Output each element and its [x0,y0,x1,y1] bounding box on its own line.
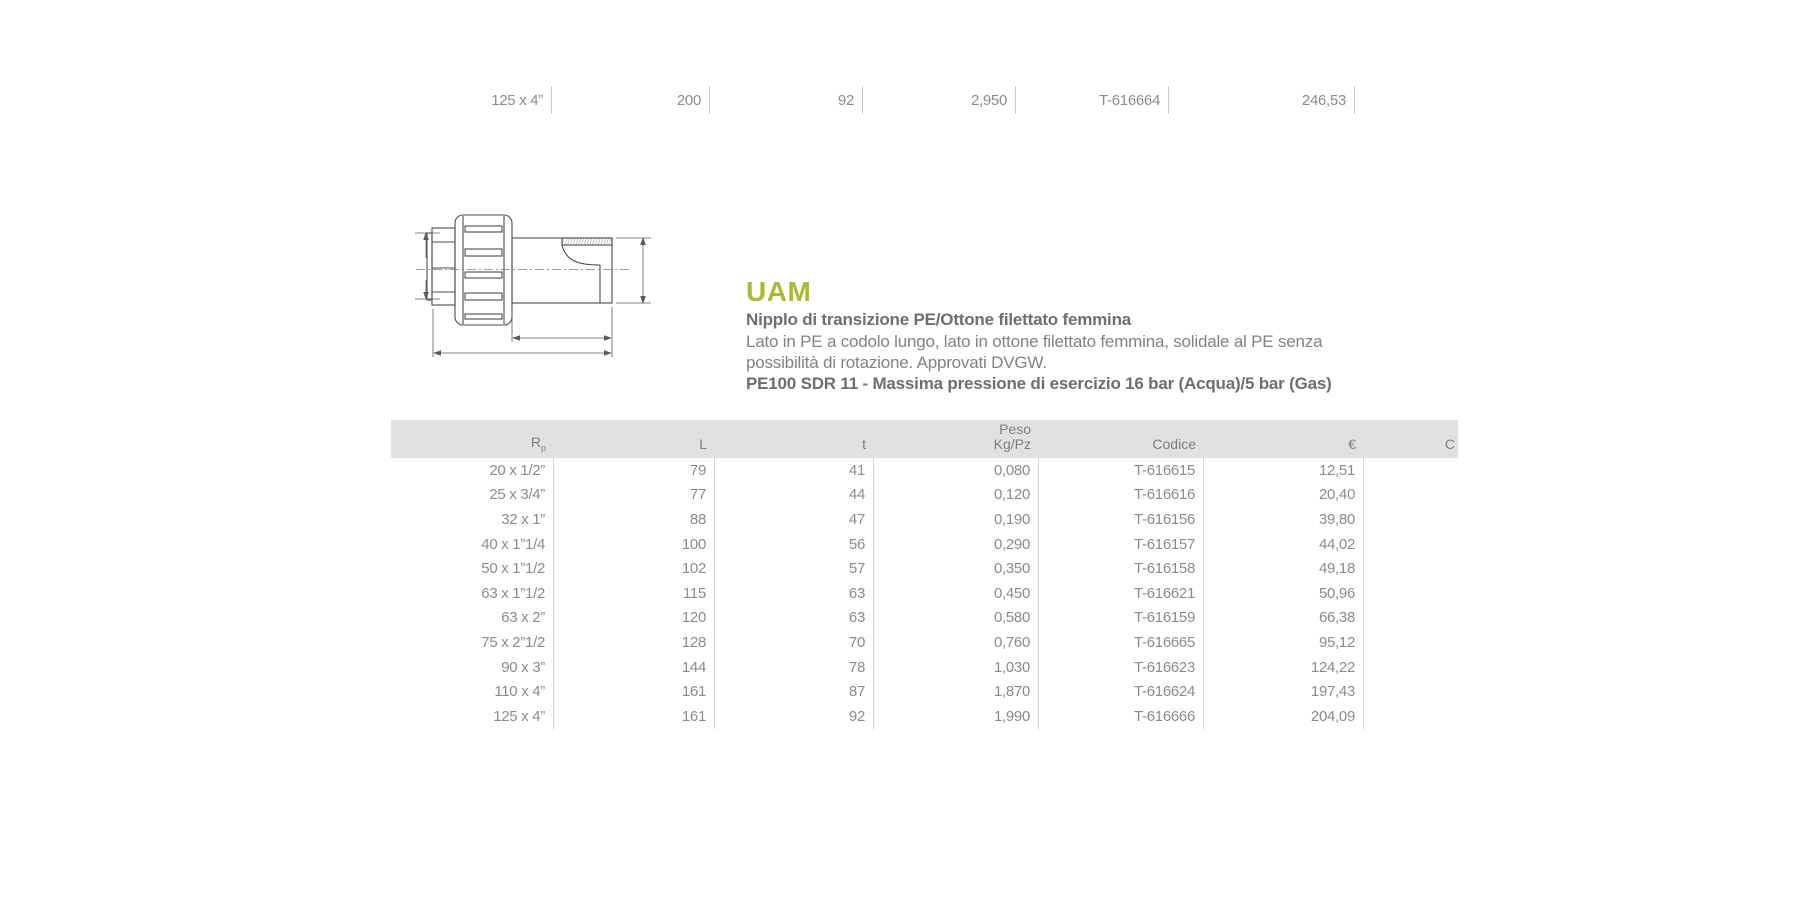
cell-l: 102 [554,556,715,581]
cell-eur: 95,12 [1204,630,1364,655]
cell-rp: 75 x 2”1/2 [391,630,554,655]
cell-l: 79 [554,458,715,483]
cell-conf [1364,606,1458,631]
cell-t: 41 [715,458,874,483]
cell-conf [1364,483,1458,508]
cell-peso: 0,580 [874,606,1039,631]
cell-l: 88 [554,507,715,532]
table-row [391,483,1458,508]
cell-peso: 1,990 [874,704,1039,729]
fitting-section-drawing [400,195,660,370]
table-row [391,458,1458,483]
cell-eur: 12,51 [1204,458,1364,483]
cell-peso: 0,120 [874,483,1039,508]
frag-cell-eur: 246,53 [1169,86,1355,114]
table-header-row [391,420,1458,458]
cell-eur: 197,43 [1204,679,1364,704]
cell-codice: T-616616 [1039,483,1204,508]
cell-rp: 63 x 2” [391,606,554,631]
cell-eur: 20,40 [1204,483,1364,508]
cell-eur: 44,02 [1204,532,1364,557]
cell-t: 87 [715,679,874,704]
cell-rp: 90 x 3” [391,655,554,680]
table-row [391,556,1458,581]
cell-conf [1364,532,1458,557]
header-rp-base: R [530,434,541,451]
cell-rp: 25 x 3/4” [391,483,554,508]
cell-codice: T-616621 [1039,581,1204,606]
cell-peso: 0,190 [874,507,1039,532]
cell-conf [1364,655,1458,680]
cell-l: 144 [554,655,715,680]
cell-eur: 66,38 [1204,606,1364,631]
cell-codice: T-616158 [1039,556,1204,581]
cell-l: 120 [554,606,715,631]
cell-rp: 40 x 1”1/4 [391,532,554,557]
cell-l: 161 [554,679,715,704]
product-description-line2: possibilità di rotazione. Approvati DVGW. [746,353,1047,372]
product-description-line1: Lato in PE a codolo lungo, lato in ottone filettato femmina, solidale al PE senza [746,332,1323,351]
table-row [391,606,1458,631]
cell-t: 70 [715,630,874,655]
cell-rp: 32 x 1” [391,507,554,532]
cell-conf [1364,679,1458,704]
cell-conf [1364,581,1458,606]
cell-l: 161 [554,704,715,729]
header-codice: Codice [1152,436,1196,452]
cell-conf [1364,704,1458,729]
technical-drawing-pe-brass-nipple [400,195,660,370]
cell-conf [1364,458,1458,483]
cell-peso: 0,760 [874,630,1039,655]
cell-rp: 110 x 4” [391,679,554,704]
header-rp [391,420,554,458]
cell-l: 115 [554,581,715,606]
table-row [391,532,1458,557]
cell-conf [1364,507,1458,532]
cell-t: 57 [715,556,874,581]
cell-peso: 0,350 [874,556,1039,581]
frag-cell-l: 200 [552,86,710,114]
cell-peso: 0,450 [874,581,1039,606]
cell-l: 128 [554,630,715,655]
cell-rp: 125 x 4” [391,704,554,729]
table-row [391,507,1458,532]
cell-rp: 20 x 1/2” [391,458,554,483]
table-row [391,581,1458,606]
cell-codice: T-616666 [1039,704,1204,729]
cell-t: 63 [715,581,874,606]
header-peso: Peso Kg/Pz [993,421,1031,452]
frag-cell-peso: 2,950 [863,86,1016,114]
header-eur: € [1348,436,1356,452]
frag-cell-rp: 125 x 4” [391,86,552,114]
cell-eur: 204,09 [1204,704,1364,729]
cell-conf [1364,630,1458,655]
cell-t: 56 [715,532,874,557]
cell-codice: T-616159 [1039,606,1204,631]
cell-eur: 124,22 [1204,655,1364,680]
cell-conf [1364,556,1458,581]
table-row [391,630,1458,655]
cell-t: 78 [715,655,874,680]
cell-t: 44 [715,483,874,508]
cell-codice: T-616156 [1039,507,1204,532]
cell-eur: 50,96 [1204,581,1364,606]
cell-peso: 1,870 [874,679,1039,704]
cell-t: 47 [715,507,874,532]
product-code: UAM [746,276,812,307]
cell-t: 92 [715,704,874,729]
cell-codice: T-616623 [1039,655,1204,680]
cell-l: 100 [554,532,715,557]
header-conf-partial: C [1444,436,1455,452]
cell-eur: 49,18 [1204,556,1364,581]
cell-rp: 50 x 1”1/2 [391,556,554,581]
product-spec: PE100 SDR 11 - Massima pressione di esercizio 16 bar (Acqua)/5 bar (Gas) [746,374,1332,393]
frag-cell-codice: T-616664 [1016,86,1169,114]
product-table [391,420,1458,729]
cell-rp: 63 x 1”1/2 [391,581,554,606]
product-title: Nipplo di transizione PE/Ottone filettato femmina [746,310,1132,329]
cell-codice: T-616157 [1039,532,1204,557]
table-row [391,679,1458,704]
frag-cell-t: 92 [710,86,863,114]
cell-codice: T-616665 [1039,630,1204,655]
header-rp-sub: p [540,443,546,453]
header-l: L [699,436,707,452]
table-row [391,704,1458,729]
cell-peso: 0,290 [874,532,1039,557]
cell-eur: 39,80 [1204,507,1364,532]
cell-l: 77 [554,483,715,508]
cell-peso: 0,080 [874,458,1039,483]
cell-codice: T-616615 [1039,458,1204,483]
header-t: t [862,436,866,452]
cell-codice: T-616624 [1039,679,1204,704]
cell-t: 63 [715,606,874,631]
cell-peso: 1,030 [874,655,1039,680]
table-row [391,655,1458,680]
previous-table-last-row [391,86,1355,114]
